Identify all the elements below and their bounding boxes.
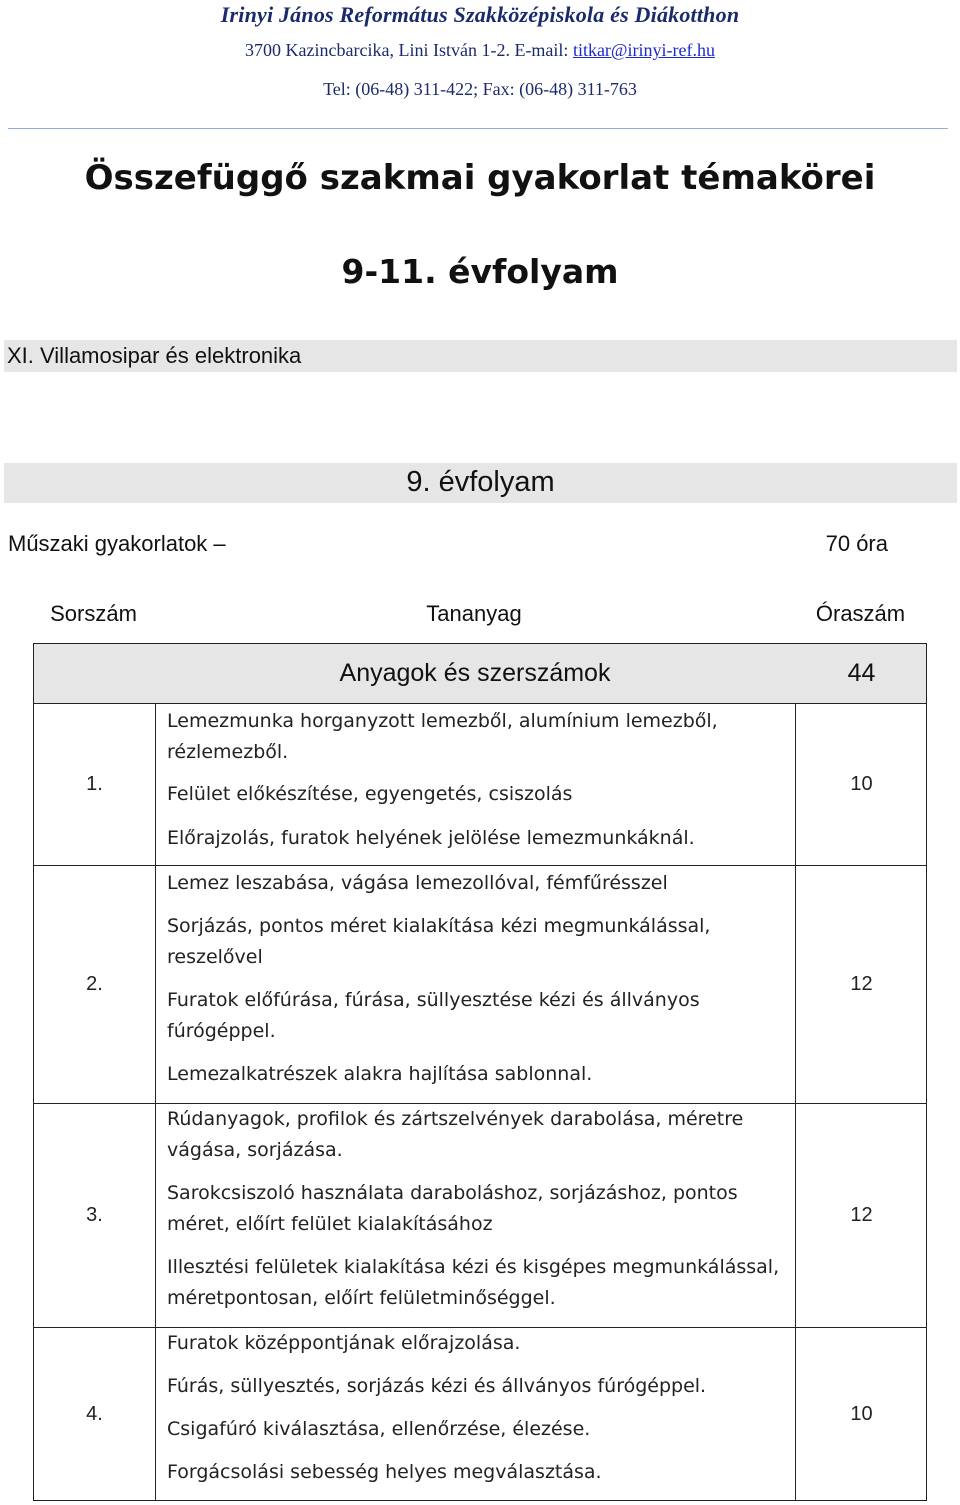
topic-item: Fúrás, süllyesztés, sorjázás kézi és állványos fúrógéppel. bbox=[167, 1375, 707, 1397]
row-number: 3. bbox=[34, 1104, 156, 1327]
table-row bbox=[33, 1328, 927, 1501]
table-row bbox=[33, 704, 927, 866]
row-hours: 12 bbox=[850, 1204, 873, 1226]
header-hours: Óraszám bbox=[815, 601, 906, 626]
grade-range-heading: 9-11. évfolyam bbox=[341, 252, 619, 291]
row-number: 2. bbox=[34, 866, 156, 1103]
topic-item: Furatok középpontjának előrajzolása. bbox=[167, 1332, 521, 1354]
row-hours: 10 bbox=[850, 1402, 873, 1425]
table-row bbox=[33, 1104, 927, 1328]
topic-item: Felület előkészítése, egyengetés, csiszolás bbox=[167, 783, 573, 805]
header-number: Sorszám bbox=[50, 601, 137, 626]
topic-item: Lemezalkatrészek alakra hajlítása sablonnal. bbox=[167, 1063, 593, 1085]
topic-item: Előrajzolás, furatok helyének jelölése lemezmunkáknál. bbox=[167, 827, 695, 849]
topic-item: Furatok előfúrása, fúrása, süllyesztése kézi és állványos fúrógéppel. bbox=[167, 989, 700, 1042]
header-topic: Tananyag bbox=[426, 601, 522, 626]
topic-item: Sorjázás, pontos méret kialakítása kézi megmunkálással, reszelővel bbox=[167, 915, 711, 968]
row-topics bbox=[155, 1104, 796, 1327]
topic-item: Csigafúró kiválasztása, ellenőrzése, élezése. bbox=[167, 1418, 591, 1440]
grade-title: 9. évfolyam bbox=[406, 466, 555, 498]
topic-item: Illesztési felületek kialakítása kézi és kisgépes megmunkálással, méretpontosan, előírt felületminőséggel. bbox=[167, 1256, 780, 1309]
row-number: 1. bbox=[34, 704, 156, 865]
category-row bbox=[33, 643, 927, 704]
phone-line: Tel: (06-48) 311-422; Fax: (06-48) 311-763 bbox=[323, 79, 637, 99]
row-topics bbox=[155, 1328, 796, 1500]
row-topics bbox=[155, 866, 796, 1103]
page-title: Összefüggő szakmai gyakorlat témakörei bbox=[84, 158, 876, 198]
category-hours: 44 bbox=[847, 659, 876, 687]
grade-bar bbox=[4, 463, 957, 503]
email-link[interactable]: titkar@irinyi-ref.hu bbox=[572, 40, 715, 60]
row-hours: 10 bbox=[850, 773, 873, 795]
header-divider bbox=[8, 128, 948, 129]
subject-hours: 70 óra bbox=[825, 531, 888, 556]
topic-item: Lemez leszabása, vágása lemezollóval, fémfűrésszel bbox=[167, 872, 668, 894]
address-line bbox=[0, 40, 960, 61]
section-title: XI. Villamosipar és elektronika bbox=[7, 343, 302, 368]
address-text: 3700 Kazincbarcika, Lini István 1-2. E-mail: bbox=[245, 40, 573, 60]
table-row bbox=[33, 866, 927, 1104]
row-hours: 12 bbox=[850, 973, 873, 995]
topic-item: Forgácsolási sebesség helyes megválasztása. bbox=[167, 1461, 602, 1483]
row-topics bbox=[155, 704, 796, 865]
topic-item: Lemezmunka horganyzott lemezből, alumínium lemezből, rézlemezből. bbox=[167, 710, 718, 763]
category-title: Anyagok és szerszámok bbox=[339, 659, 611, 687]
curriculum-table bbox=[33, 585, 927, 1501]
subject-title: Műszaki gyakorlatok – bbox=[8, 531, 226, 556]
topic-item: Sarokcsiszoló használata daraboláshoz, sorjázáshoz, pontos méret, előírt felület kialakításához bbox=[167, 1182, 738, 1235]
section-bar bbox=[4, 340, 957, 372]
school-name: Irinyi János Református Szakközépiskola és Diákotthon bbox=[220, 2, 740, 27]
topic-item: Rúdanyagok, profilok és zártszelvények darabolása, méretre vágása, sorjázása. bbox=[167, 1108, 744, 1161]
row-number: 4. bbox=[34, 1328, 156, 1500]
